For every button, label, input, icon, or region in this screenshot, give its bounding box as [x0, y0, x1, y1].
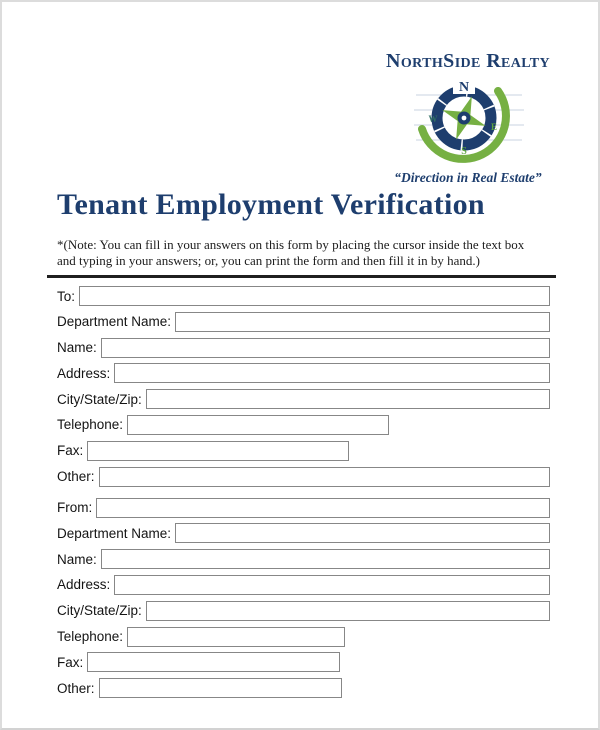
field-label-to-name: Name:: [57, 340, 97, 356]
field-label-to-to: To:: [57, 288, 76, 304]
field-label-from-telephone: Telephone:: [57, 629, 124, 645]
input-from-name[interactable]: [101, 549, 550, 569]
form-row-from-fax: [57, 652, 550, 672]
field-label-from-city-state-zip: City/State/Zip:: [57, 603, 142, 619]
field-label-from-other: Other:: [57, 680, 95, 696]
form-row-from-city-state-zip: [57, 601, 550, 621]
form-row-to-other: [57, 467, 550, 487]
field-label-from-address: Address:: [57, 577, 111, 593]
field-label-to-fax: Fax:: [57, 443, 84, 459]
form-note-line-2: and typing in your answers; or, you can print the form and then fill it in by hand.): [57, 253, 480, 268]
input-to-department-name[interactable]: [175, 312, 550, 332]
field-label-from-department-name: Department Name:: [57, 525, 172, 541]
form-row-to-department-name: [57, 312, 550, 332]
input-from-city-state-zip[interactable]: [146, 601, 550, 621]
field-label-from-name: Name:: [57, 551, 97, 567]
form-row-to-fax: [57, 441, 550, 461]
page-title: Tenant Employment Verification: [57, 188, 485, 221]
input-to-telephone[interactable]: [127, 415, 389, 435]
input-from-department-name[interactable]: [175, 523, 550, 543]
form-fields: [57, 286, 550, 704]
compass-letter-s: S: [461, 146, 467, 157]
compass-letter-w: W: [428, 114, 438, 124]
compass-logo-icon: [408, 77, 528, 169]
form-row-to-telephone: [57, 415, 550, 435]
field-label-from-fax: Fax:: [57, 654, 84, 670]
field-label-to-other: Other:: [57, 469, 95, 485]
input-from-from[interactable]: [96, 498, 550, 518]
form-row-to-to: [57, 286, 550, 306]
field-label-to-department-name: Department Name:: [57, 314, 172, 330]
form-row-from-telephone: [57, 627, 550, 647]
form-note: [57, 237, 562, 269]
compass-letter-n: N: [458, 80, 470, 95]
form-row-from-name: [57, 549, 550, 569]
field-label-to-telephone: Telephone:: [57, 417, 124, 433]
input-from-fax[interactable]: [87, 652, 340, 672]
form-row-from-from: [57, 498, 550, 518]
input-to-to[interactable]: [79, 286, 550, 306]
input-to-other[interactable]: [99, 467, 550, 487]
form-row-to-city-state-zip: [57, 389, 550, 409]
input-to-fax[interactable]: [87, 441, 349, 461]
input-from-other[interactable]: [99, 678, 342, 698]
form-row-to-address: [57, 363, 550, 383]
brand-tagline: “Direction in Real Estate”: [394, 170, 542, 185]
field-label-from-from: From:: [57, 500, 93, 516]
form-note-line-1: *(Note: You can fill in your answers on this form by placing the cursor inside the text box: [57, 237, 525, 252]
form-row-from-other: [57, 678, 550, 698]
brand-name: NorthSide Realty: [386, 50, 550, 72]
form-row-from-department-name: [57, 523, 550, 543]
compass-hub-center: [462, 116, 467, 121]
brand-logo-block: [378, 50, 558, 186]
compass-letter-e: E: [490, 122, 498, 132]
field-label-to-address: Address:: [57, 365, 111, 381]
section-divider: [47, 275, 556, 278]
form-row-from-address: [57, 575, 550, 595]
form-section-from: [57, 498, 550, 699]
input-from-address[interactable]: [114, 575, 550, 595]
form-row-to-name: [57, 338, 550, 358]
input-from-telephone[interactable]: [127, 627, 345, 647]
input-to-name[interactable]: [101, 338, 550, 358]
field-label-to-city-state-zip: City/State/Zip:: [57, 391, 142, 407]
input-to-city-state-zip[interactable]: [146, 389, 550, 409]
input-to-address[interactable]: [114, 363, 550, 383]
form-section-to: [57, 286, 550, 487]
